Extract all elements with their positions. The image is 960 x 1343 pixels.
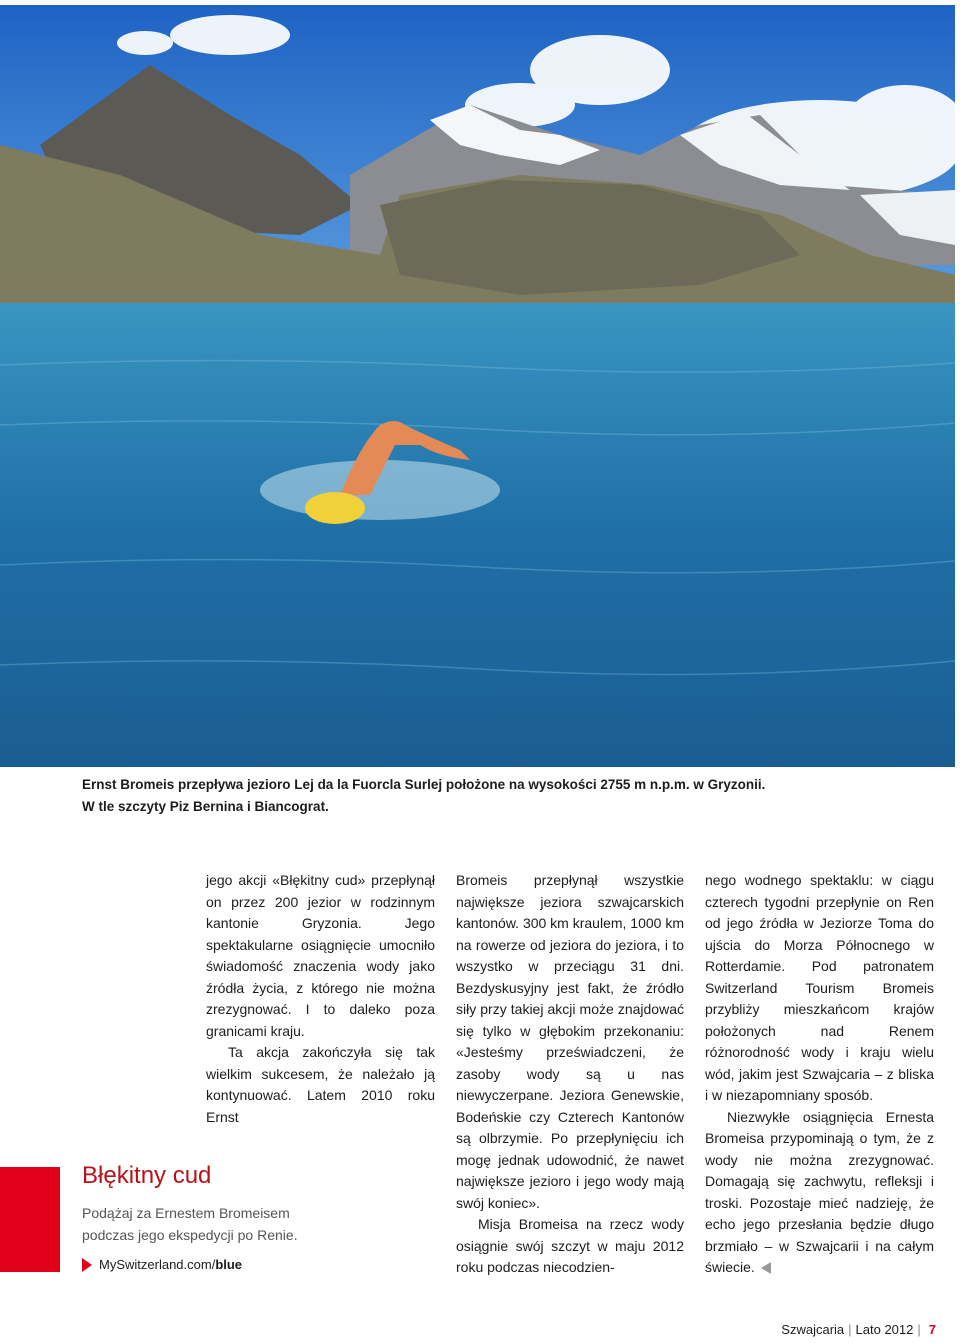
- caption-line: W tle szczyty Piz Bernina i Biancograt.: [82, 799, 329, 814]
- arrow-right-icon: [82, 1258, 92, 1272]
- box-subtitle-line: Podążaj za Ernestem Bromeisem: [82, 1205, 290, 1221]
- paragraph-text: Niezwykłe osiągnięcia Ernesta Bromeisa przypominają o tym, że z wody nie można zrezygnować. Domagają się zachwytu, refleksji i troski. Pozostaje mieć nadzieję, że echo jego przesłania będzie długo brzmiało – w Szwajcarii i na całym świecie.: [705, 1108, 934, 1275]
- box-title: Błękitny cud: [82, 1162, 212, 1189]
- text-column-2: [456, 870, 684, 1279]
- swim-cap: [305, 492, 365, 524]
- footer-separator: |: [917, 1322, 921, 1337]
- paragraph: Misja Bromeisa na rzecz wody osiągnie swój szczyt w maju 2012 roku podczas niecodzien-: [456, 1216, 684, 1275]
- end-mark-icon: [761, 1262, 771, 1274]
- caption-line: Ernst Bromeis przepływa jezioro Lej da la Fuorcla Surlej położone na wysokości 2755 m n.p.m. w Gryzonii.: [82, 777, 766, 792]
- link-domain: MySwitzerland.com/: [99, 1257, 216, 1272]
- paragraph: Bromeis przepłynął wszystkie największe jeziora szwajcarskich kantonów. 300 km kraulem, 1000 km na rowerze od jeziora do jeziora, i to wszystko w przeciągu 31 dni. Bezdyskusyjny jest fakt, że źródło siły przy takiej akcji może znajdować się tylko w głębokim przekonaniu: «Jesteśmy przeświadczeni, że zasoby wody są u nas niewyczerpane. Jeziora Genewskie, Bodeńskie czy Czterech Kantonów są olbrzymie. Po przepłynięciu ich mogę jednak udowodnić, że nawet największe jezioro i jego wody mają swój koniec».: [456, 872, 685, 1211]
- website-link[interactable]: [82, 1257, 242, 1272]
- paragraph-last: [705, 1107, 934, 1279]
- footer-separator: |: [848, 1322, 852, 1337]
- paragraph: nego wodnego spektaklu: w ciągu czterech tygodni przepłynie on Ren od jego źródła w Jeziorze Toma do ujścia do Morza Północnego w Rotterdamie. Pod patronatem Switzerland Tourism Bromeis przybliży mieszkańcom krajów położonych nad Renem różnorodność wody i kraju wielu wód, jakim jest Szwajcaria – z bliska i w niezapomniany sposób.: [705, 872, 934, 1103]
- paragraph: jego akcji «Błękitny cud» przepłynął on przez 200 jezior w rodzinnym kantonie Gryzonia. Jego spektakularne osiągnięcie umocniło świadomość znaczenia wody jako źródła życia, z którego nie można zrezygnować. I to daleko poza granicami kraju.: [206, 872, 435, 1039]
- paragraph: Ta akcja zakończyła się tak wielkim sukcesem, że należało ją kontynuować. Latem 2010 roku Ernst: [206, 1044, 435, 1125]
- red-accent-bar: [0, 1167, 60, 1272]
- link-path: blue: [215, 1257, 243, 1272]
- photo-caption: [82, 774, 942, 818]
- photo-illustration: [0, 5, 955, 767]
- swimmer-mountain-lake-photo: [0, 5, 955, 767]
- box-subtitle: [82, 1202, 298, 1246]
- issue-label: Lato 2012: [855, 1322, 914, 1337]
- lake: [0, 303, 955, 767]
- magazine-name: Szwajcaria: [781, 1322, 845, 1337]
- text-column-3: [705, 870, 934, 1279]
- page-number: 7: [928, 1322, 936, 1337]
- box-subtitle-line: podczas jego ekspedycji po Renie.: [82, 1227, 298, 1243]
- text-column-1: [206, 870, 435, 1128]
- page-footer: [781, 1322, 936, 1337]
